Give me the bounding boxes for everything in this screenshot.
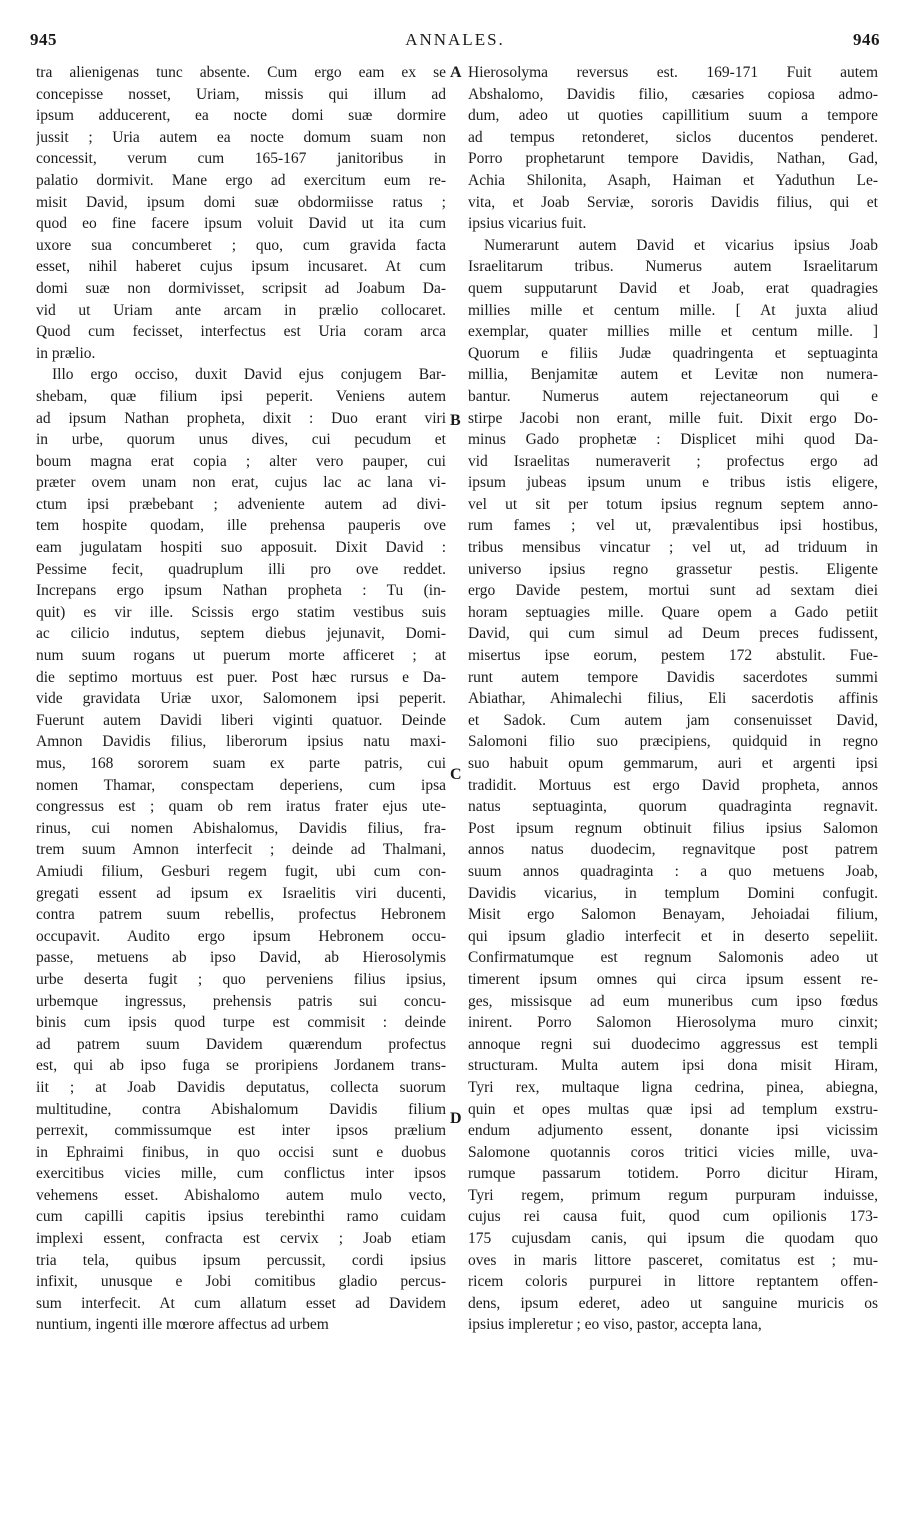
- text-line: quem supputarunt David et Joab, erat quadragies: [468, 279, 878, 297]
- text-line: Achia Shilonita, Asaph, Haiman et Yaduthun Le-: [468, 171, 878, 189]
- text-line: structuram. Multa autem ipsi dona misit Hiram,: [468, 1057, 878, 1075]
- text-line: perrexit, commissumque est inter ipsos prælium: [36, 1122, 446, 1140]
- text-line: minus Gado prophetæ : Displicet mihi quod Da-: [468, 431, 878, 449]
- text-line: congressus est ; quam ob rem iratus frater ejus ute-: [36, 798, 446, 816]
- text-line: trem suum Amnon interfecit ; deinde ad Thalmani,: [36, 841, 446, 859]
- text-line: vid ut Uriam ante arcam in prælio collocaret.: [36, 301, 446, 319]
- text-line: quit) es vir ille. Scissis ergo statim vestibus suis: [36, 603, 446, 621]
- text-line: annos natus duodecim, regnavitque post patrem: [468, 841, 878, 859]
- text-line: multitudine, contra Abishalomum Davidis filium: [36, 1100, 446, 1118]
- text-line: Tyri regem, primum regum purpuram induisse,: [468, 1186, 878, 1204]
- text-line: Porro prophetarunt tempore Davidis, Nathan, Gad,: [468, 150, 878, 168]
- text-line: ges, missisque ad eum muneribus cum ipso fœdus: [468, 992, 878, 1010]
- text-line: tra alienigenas tunc absente. Cum ergo eam ex se: [36, 64, 446, 81]
- text-line: natus septuaginta, quorum quadraginta regnavit.: [468, 798, 878, 816]
- text-line: Numerarunt autem David et vicarius ipsius Joab: [484, 236, 878, 254]
- text-line: mus, 168 sororem suam ex parte patris, cui: [36, 755, 446, 772]
- text-line: num suum rogans ut puerum morte afficeret ; at: [36, 647, 446, 665]
- text-line: vide gravidata Uriæ uxor, Salomonem ipsi peperit.: [36, 690, 446, 708]
- text-line: inirent. Porro Salomon Hierosolyma muro cinxit;: [468, 1014, 878, 1032]
- text-line: Amnon Davidis filius, liberorum ipsius natu maxi-: [36, 733, 446, 751]
- text-line: in prælio.: [36, 344, 96, 362]
- text-line: ad ipsum Nathan propheta, dixit : Duo erant viri: [36, 409, 446, 427]
- text-line: suum annos quadraginta : a quo metuens Joab,: [468, 862, 878, 880]
- text-line: ipsum jubeas ipsum unum e tribus istis eligere,: [468, 474, 878, 492]
- text-line: urbemque ingressus, prehensis patris sui concu-: [36, 992, 446, 1010]
- text-line: infixit, unusque e Jobi comitibus gladio percus-: [36, 1273, 446, 1291]
- page-number-left: 945: [30, 30, 57, 49]
- text-line: ad tempus retonderet, siclos ducentos penderet.: [468, 128, 878, 146]
- text-line: Fuerunt autem Davidi liberi viginti quatuor. Deinde: [36, 711, 446, 729]
- text-line: die septimo mortuus est puer. Post hæc rursus e Da-: [36, 668, 446, 686]
- text-line: esset, nihil haberet cujus ipsum incusaret. At cum: [36, 258, 446, 276]
- text-line: ctum ipsi præbebant ; adveniente autem ad divi-: [36, 495, 446, 513]
- text-line: eam jugulatam hospiti suo apposuit. Dixit David :: [36, 539, 446, 557]
- text-line: et Sadok. Cum autem jam consenuisset David,: [468, 711, 878, 729]
- text-line: tradidit. Mortuus est ergo David propheta, annos: [468, 776, 878, 794]
- text-line: tria tela, quibus ipsum percussit, cordi ipsius: [36, 1251, 446, 1269]
- text-line: domi suæ non dormivisset, scripsit ad Joabum Da-: [36, 279, 446, 297]
- text-line: præter ovem unam non erat, cujus lac ac lana vi-: [36, 474, 446, 492]
- text-line: millies mille et centum mille. [ At juxta aliud: [468, 301, 878, 319]
- text-line: rum fames ; vel ut, prævalentibus ipsi hostibus,: [468, 517, 878, 535]
- text-line: ipsius impleretur ; eo viso, pastor, accepta lana,: [468, 1316, 762, 1334]
- text-line: est, qui ab ipso fuga se proripiens Jordanem trans-: [36, 1057, 446, 1075]
- margin-marker-b: B: [450, 412, 461, 429]
- text-line: exemplar, quater millies mille et centum mille. ]: [468, 323, 878, 341]
- text-line: horam septuagies mille. Quare opem a Gado petiit: [468, 603, 878, 621]
- text-line: concessit, verum cum 165-167 janitoribus in: [36, 150, 446, 168]
- text-line: tribus mensibus vincatur ; vel ut, ad triduum in: [468, 539, 878, 557]
- text-line: Abiathar, Ahimalechi filius, Eli sacerdotis affinis: [468, 690, 878, 708]
- text-line: concepisse nosset, Uriam, missis qui illum ad: [36, 85, 446, 103]
- text-line: nuntium, ingenti ille mœrore affectus ad urbem: [36, 1316, 329, 1334]
- text-line: rumque passarum totidem. Porro dicitur Hiram,: [468, 1165, 878, 1183]
- margin-marker-d: D: [450, 1110, 462, 1127]
- text-line: Davidis vicarius, in templum Domini confugit.: [468, 884, 878, 902]
- text-line: ipsum adducerent, ea nocte domi suæ dormire: [36, 107, 446, 125]
- text-line: rinus, cui nomen Abishalomus, Davidis filius, fra-: [36, 819, 446, 837]
- text-line: quod eo fine facere ipsum voluit David ut ita cum: [36, 215, 446, 233]
- text-line: dens, ipsum ederet, adeo ut sanguine muricis os: [468, 1294, 878, 1312]
- text-line: binis cum ipsis quod turpe est commisit : deinde: [36, 1014, 446, 1032]
- text-line: Pessime fecit, quadruplum illi pro ove reddet.: [36, 560, 446, 578]
- text-line: annoque regni sui duodecimo aggressus est templi: [468, 1035, 878, 1053]
- text-line: cum capilli capitis ipsius terebinthi ramo cuidam: [36, 1208, 446, 1226]
- text-line: oves in maris littore pasceret, comitatus est ; mu-: [468, 1251, 878, 1269]
- text-line: ac cilicio indutus, septem diebus jejunavit, Domi-: [36, 625, 446, 643]
- text-line: cujus rei causa fuit, quod cum opilionis 173-: [468, 1208, 878, 1226]
- text-line: Israelitarum tribus. Numerus autem Israelitarum: [468, 258, 878, 276]
- margin-marker-c: C: [450, 766, 462, 783]
- text-line: ad patrem suum Davidem quærendum profectus: [36, 1035, 446, 1053]
- text-line: 175 cujusdam canis, qui ipsum die quodam quo: [468, 1230, 878, 1248]
- text-line: qui ipsum gladio interfecit et in deserto sepeliit.: [468, 927, 878, 945]
- text-line: in Ephraimi finibus, in quo occisi sunt e duobus: [36, 1143, 446, 1161]
- text-line: Tyri rex, multaque ligna cedrina, pinea, abiegna,: [468, 1078, 878, 1096]
- text-line: Quorum e filiis Judæ quadringenta et septuaginta: [468, 344, 878, 362]
- text-line: implexi essent, confracta est cervix ; Joab etiam: [36, 1230, 446, 1248]
- text-line: Amiudi filium, Gesburi regem fugit, ubi cum con-: [36, 862, 446, 880]
- running-header: [30, 30, 880, 56]
- text-line: gregati essent ad ipsum ex Israelitis viri ducenti,: [36, 884, 446, 902]
- text-line: misertus ipse eorum, pestem 172 abstulit. Fue-: [468, 647, 878, 665]
- text-line: nomen Thamar, conspectam deperiens, cum ipsa: [36, 776, 446, 794]
- text-line: tem hospite quodam, ille prehensa pauperis ove: [36, 517, 446, 535]
- text-line: uxore sua concumberet ; quo, cum gravida facta: [36, 236, 446, 254]
- text-line: suo habuit opum gemmarum, auri et argenti ipsi: [468, 755, 878, 772]
- text-line: boum magna erat copia ; alter vero pauper, cui: [36, 452, 446, 470]
- text-line: ricem coloris purpurei in littore reptantem offen-: [468, 1273, 878, 1291]
- text-line: Salomone quotannis coros tritici vicies mille, uva-: [468, 1143, 878, 1161]
- text-line: passe, metuens ab ipso David, ab Hierosolymis: [36, 949, 446, 967]
- text-line: Hierosolyma reversus est. 169-171 Fuit autem: [468, 64, 878, 81]
- text-line: endum adjumento essent, donante ipsi vicissim: [468, 1122, 878, 1140]
- text-line: dum, adeo ut quoties capillitium suum a tempore: [468, 107, 878, 125]
- text-line: David, qui cum simul ad Deum preces fudissent,: [468, 625, 878, 643]
- margin-marker-a: A: [450, 64, 462, 81]
- text-line: vel ut sit per totum ipsius regnum septem anno-: [468, 495, 878, 513]
- text-line: iit ; at Joab Davidis deputatus, collecta suorum: [36, 1078, 446, 1096]
- text-line: misit David, ipsum domi suæ obdormiisse ratus ;: [36, 193, 446, 211]
- text-line: Post ipsum regnum obtinuit filius ipsius Salomon: [468, 819, 878, 837]
- text-line: contra patrem suum rebellis, profectus Hebronem: [36, 906, 446, 924]
- text-line: shebam, quæ filium ipsi peperit. Veniens autem: [36, 387, 446, 405]
- text-line: ipsius vicarius fuit.: [468, 215, 587, 233]
- text-line: Salomoni filio suo præcipiens, quidquid in regno: [468, 733, 878, 751]
- text-line: exercitibus vicies mille, cum conflictus inter ipsos: [36, 1165, 446, 1183]
- text-line: vehemens esset. Abishalomo autem mulo vecto,: [36, 1186, 446, 1204]
- text-line: timerent ipsum omnes qui circa ipsum essent re-: [468, 970, 878, 988]
- text-line: ergo Davide pestem, mortui sunt ad sextam diei: [468, 582, 878, 600]
- text-line: universo ipsius regno grassetur pestis. Eligente: [468, 560, 878, 578]
- text-line: Confirmatumque est regnum Salomonis adeo ut: [468, 949, 878, 967]
- text-line: vid Israelitas numeraverit ; profectus ergo ad: [468, 452, 878, 470]
- text-line: Increpans ergo ipsum Nathan propheta : Tu (in-: [36, 582, 446, 600]
- text-line: stirpe Jacobi non erant, mille fuit. Dixit ergo Do-: [468, 409, 878, 427]
- text-line: vita, et Joab Serviæ, sororis Davidis filius, qui et: [468, 193, 878, 211]
- text-line: in urbe, quorum unus dives, cui pecudum et: [36, 431, 446, 449]
- text-line: jussit ; Uria autem ea nocte domum suam non: [36, 128, 446, 146]
- text-line: Illo ergo occiso, duxit David ejus conjugem Bar-: [52, 366, 446, 384]
- text-line: sum interfecit. At cum allatum esset ad Davidem: [36, 1294, 446, 1312]
- text-line: quin et opes multas quæ ipsi ad templum exstru-: [468, 1100, 878, 1118]
- text-line: urbe deserta fugit ; quo perveniens filius ipsius,: [36, 970, 446, 988]
- text-line: millia, Benjamitæ autem et Levitæ non numera-: [468, 366, 878, 384]
- text-line: Abshalomo, Davidis filio, cæsaries copiosa admo-: [468, 85, 878, 103]
- text-line: Misit ergo Salomon Benayam, Jehoiadai filium,: [468, 906, 878, 924]
- page-number-right: 946: [853, 30, 880, 49]
- text-line: runt autem tempore Davidis sacerdotes summi: [468, 668, 878, 686]
- text-line: palatio dormivit. Mane ergo ad exercitum eum re-: [36, 171, 446, 189]
- text-line: Quod cum fecisset, interfectus est Uria coram arca: [36, 323, 446, 341]
- text-line: occupavit. Audito ergo ipsum Hebronem occu-: [36, 927, 446, 945]
- text-line: bantur. Numerus autem rejectaneorum qui e: [468, 387, 878, 405]
- right-text-column: [468, 62, 878, 1336]
- left-text-column: [36, 62, 446, 1336]
- running-title: ANNALES.: [405, 30, 505, 49]
